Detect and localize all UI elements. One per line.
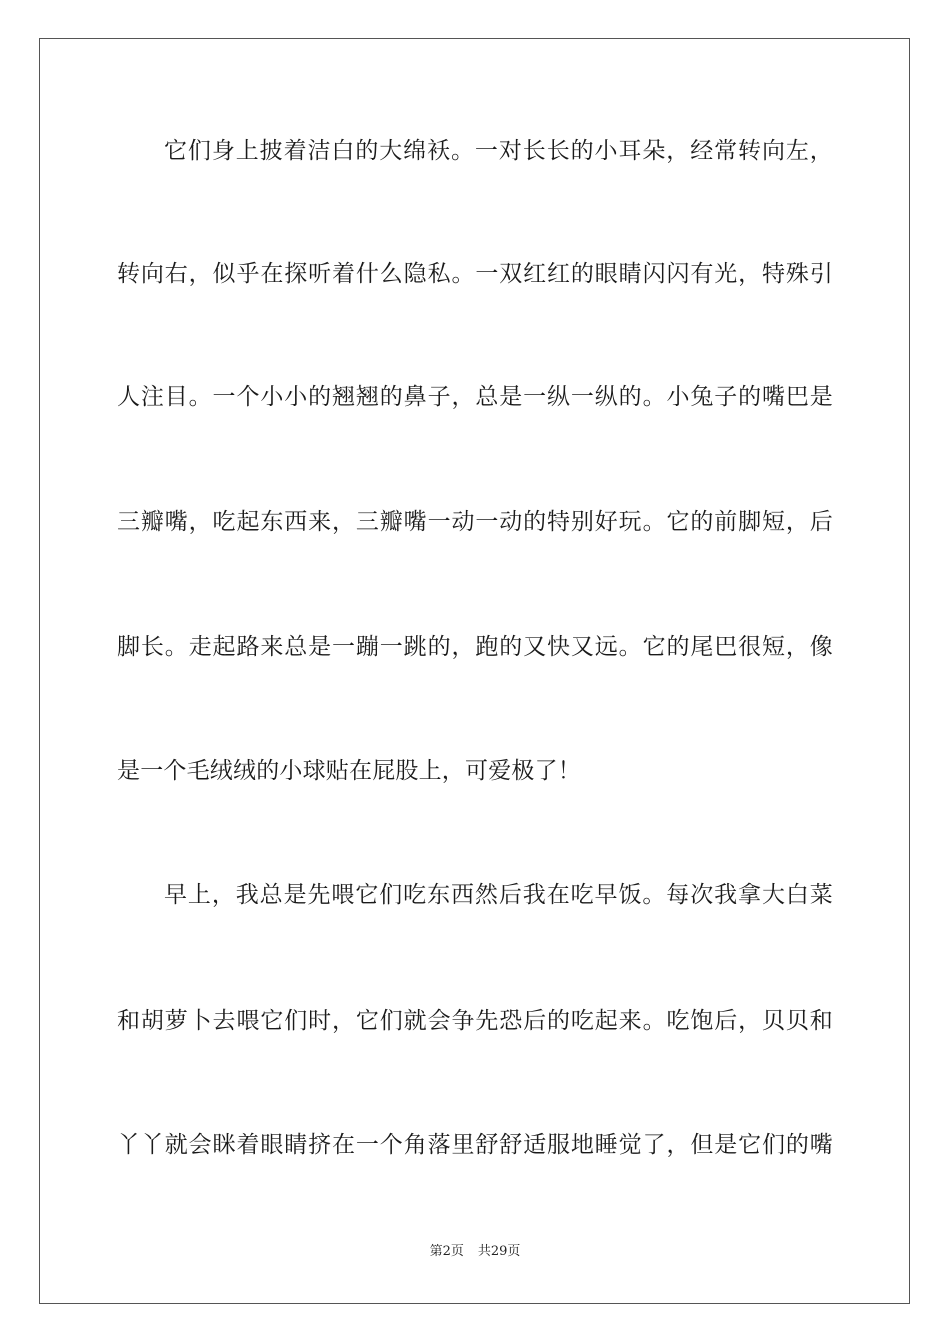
page-number: 第2页 xyxy=(429,1244,464,1259)
text-line-9: 丫丫就会眯着眼睛挤在一个角落里舒舒适服地睡觉了，但是它们的嘴 xyxy=(117,1132,833,1158)
page-footer xyxy=(0,1243,950,1261)
text-line-1: 它们身上披着洁白的大绵袄。一对长长的小耳朵，经常转向左， xyxy=(164,138,833,164)
text-line-7: 早上，我总是先喂它们吃东西然后我在吃早饭。每次我拿大白菜 xyxy=(164,882,833,908)
text-line-2: 转向右，似乎在探听着什么隐私。一双红红的眼睛闪闪有光，特殊引 xyxy=(117,261,833,287)
text-line-6: 是一个毛绒绒的小球贴在屁股上，可爱极了！ xyxy=(117,758,581,784)
text-line-4: 三瓣嘴，吃起东西来，三瓣嘴一动一动的特别好玩。它的前脚短，后 xyxy=(117,509,833,535)
text-line-5: 脚长。走起路来总是一蹦一跳的，跑的又快又远。它的尾巴很短，像 xyxy=(117,634,833,660)
text-line-3: 人注目。一个小小的翘翘的鼻子，总是一纵一纵的。小兔子的嘴巴是 xyxy=(117,384,833,410)
page-border xyxy=(39,38,910,1304)
text-line-8: 和胡萝卜去喂它们时，它们就会争先恐后的吃起来。吃饱后，贝贝和 xyxy=(117,1008,833,1034)
page-total: 共29页 xyxy=(477,1244,521,1259)
